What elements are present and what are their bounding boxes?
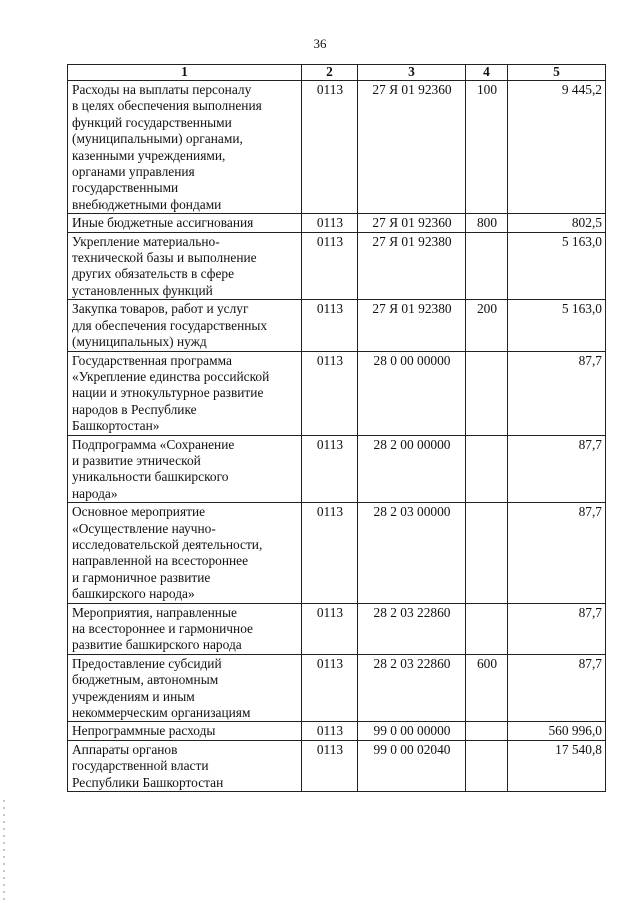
amount: 5 163,0 bbox=[508, 300, 606, 351]
expense-name bbox=[68, 81, 302, 214]
expense-name-line: Закупка товаров, работ и услуг bbox=[72, 301, 249, 317]
expense-name-line: Башкортостан» bbox=[72, 418, 160, 434]
expense-name bbox=[68, 503, 302, 603]
expense-name-line: учреждениям и иным bbox=[72, 688, 195, 704]
expense-name-line: (муниципальными) органами, bbox=[72, 131, 243, 147]
expense-name-line: Аппараты органов bbox=[72, 741, 178, 757]
expense-name-line: внебюджетными фондами bbox=[72, 196, 222, 212]
expense-name-line: Укрепление материально- bbox=[72, 233, 220, 249]
expense-name-line: органами управления bbox=[72, 164, 195, 180]
expense-name-line: Мероприятия, направленные bbox=[72, 604, 237, 620]
section-code: 0113 bbox=[302, 740, 358, 791]
table-row bbox=[68, 435, 606, 503]
amount: 87,7 bbox=[508, 503, 606, 603]
header-row bbox=[68, 65, 606, 81]
table-row bbox=[68, 300, 606, 351]
section-code: 0113 bbox=[302, 722, 358, 740]
section-code: 0113 bbox=[302, 214, 358, 232]
expense-type-code bbox=[466, 232, 508, 300]
expense-name-line: уникальности башкирского bbox=[72, 469, 229, 485]
expense-name-line: «Осуществление научно- bbox=[72, 520, 216, 536]
section-code: 0113 bbox=[302, 232, 358, 300]
expense-name bbox=[68, 740, 302, 791]
section-code: 0113 bbox=[302, 503, 358, 603]
expense-name-line: Непрограммные расходы bbox=[72, 723, 216, 739]
expense-type-code: 200 bbox=[466, 300, 508, 351]
column-header-2: 2 bbox=[302, 65, 358, 81]
expense-name-line: для обеспечения государственных bbox=[72, 317, 268, 333]
section-code: 0113 bbox=[302, 603, 358, 654]
target-article-code: 27 Я 01 92360 bbox=[358, 214, 466, 232]
column-header-3: 3 bbox=[358, 65, 466, 81]
expense-name bbox=[68, 300, 302, 351]
expense-name-line: в целях обеспечения выполнения bbox=[72, 98, 262, 114]
expense-name-line: нации и этнокультурное развитие bbox=[72, 385, 264, 401]
expense-name-line: Подпрограмма «Сохранение bbox=[72, 436, 235, 452]
column-header-5: 5 bbox=[508, 65, 606, 81]
table-row bbox=[68, 740, 606, 791]
section-code: 0113 bbox=[302, 654, 358, 722]
expense-name-line: и развитие этнической bbox=[72, 452, 201, 468]
target-article-code: 99 0 00 00000 bbox=[358, 722, 466, 740]
expense-name-line: Государственная программа bbox=[72, 352, 232, 368]
amount: 9 445,2 bbox=[508, 81, 606, 214]
budget-table bbox=[67, 64, 606, 792]
target-article-code: 28 2 03 22860 bbox=[358, 654, 466, 722]
expense-name-line: направленной на всестороннее bbox=[72, 553, 249, 569]
expense-type-code bbox=[466, 603, 508, 654]
expense-type-code: 100 bbox=[466, 81, 508, 214]
expense-name-line: «Укрепление единства российской bbox=[72, 368, 270, 384]
expense-name-line: исследовательской деятельности, bbox=[72, 536, 263, 552]
expense-type-code bbox=[466, 435, 508, 503]
expense-name-line: казенными учреждениями, bbox=[72, 147, 226, 163]
amount: 87,7 bbox=[508, 654, 606, 722]
expense-name-line: Основное мероприятие bbox=[72, 504, 206, 520]
expense-name bbox=[68, 214, 302, 232]
table-row bbox=[68, 81, 606, 214]
page-number: 36 bbox=[313, 36, 327, 51]
expense-name-line: (муниципальных) нужд bbox=[72, 334, 207, 350]
amount: 87,7 bbox=[508, 435, 606, 503]
amount: 802,5 bbox=[508, 214, 606, 232]
column-header-1: 1 bbox=[68, 65, 302, 81]
section-code: 0113 bbox=[302, 81, 358, 214]
expense-name-line: башкирского народа» bbox=[72, 586, 195, 602]
section-code: 0113 bbox=[302, 351, 358, 435]
table-row bbox=[68, 654, 606, 722]
expense-name-line: народов в Республике bbox=[72, 401, 197, 417]
target-article-code: 99 0 00 02040 bbox=[358, 740, 466, 791]
table-row bbox=[68, 603, 606, 654]
target-article-code: 27 Я 01 92380 bbox=[358, 300, 466, 351]
column-header-4: 4 bbox=[466, 65, 508, 81]
table-row bbox=[68, 503, 606, 603]
expense-name-line: Предоставление субсидий bbox=[72, 655, 222, 671]
scan-margin-dots bbox=[3, 800, 5, 900]
expense-name-line: бюджетным, автономным bbox=[72, 672, 219, 688]
target-article-code: 27 Я 01 92380 bbox=[358, 232, 466, 300]
expense-name-line: функций государственными bbox=[72, 114, 232, 130]
table-row bbox=[68, 232, 606, 300]
amount: 17 540,8 bbox=[508, 740, 606, 791]
target-article-code: 28 2 03 22860 bbox=[358, 603, 466, 654]
section-code: 0113 bbox=[302, 300, 358, 351]
expense-name bbox=[68, 435, 302, 503]
expense-type-code: 600 bbox=[466, 654, 508, 722]
expense-name bbox=[68, 654, 302, 722]
target-article-code: 28 2 00 00000 bbox=[358, 435, 466, 503]
expense-name-line: государственной власти bbox=[72, 758, 209, 774]
expense-name bbox=[68, 603, 302, 654]
expense-type-code bbox=[466, 722, 508, 740]
expense-type-code bbox=[466, 503, 508, 603]
target-article-code: 28 0 00 00000 bbox=[358, 351, 466, 435]
amount: 87,7 bbox=[508, 603, 606, 654]
amount: 5 163,0 bbox=[508, 232, 606, 300]
expense-type-code bbox=[466, 740, 508, 791]
target-article-code: 28 2 03 00000 bbox=[358, 503, 466, 603]
expense-name-line: и гармоничное развитие bbox=[72, 569, 211, 585]
expense-name-line: других обязательств в сфере bbox=[72, 266, 235, 282]
expense-name-line: установленных функций bbox=[72, 282, 213, 298]
amount: 87,7 bbox=[508, 351, 606, 435]
expense-name bbox=[68, 232, 302, 300]
table-row bbox=[68, 214, 606, 232]
expense-name-line: Расходы на выплаты персоналу bbox=[72, 82, 252, 97]
expense-name bbox=[68, 351, 302, 435]
expense-type-code bbox=[466, 351, 508, 435]
table-row bbox=[68, 351, 606, 435]
expense-name-line: на всестороннее и гармоничное bbox=[72, 621, 254, 636]
expense-name-line: технической базы и выполнение bbox=[72, 250, 257, 266]
expense-name-line: Республики Башкортостан bbox=[72, 774, 224, 790]
expense-name bbox=[68, 722, 302, 740]
target-article-code: 27 Я 01 92360 bbox=[358, 81, 466, 214]
expense-name-line: Иные бюджетные ассигнования bbox=[72, 215, 254, 231]
section-code: 0113 bbox=[302, 435, 358, 503]
expense-name-line: народа» bbox=[72, 485, 118, 501]
table-row bbox=[68, 722, 606, 740]
amount: 560 996,0 bbox=[508, 722, 606, 740]
expense-name-line: государственными bbox=[72, 180, 179, 196]
expense-name-line: некоммерческим организациям bbox=[72, 705, 251, 721]
expense-type-code: 800 bbox=[466, 214, 508, 232]
expense-name-line: развитие башкирского народа bbox=[72, 637, 242, 653]
